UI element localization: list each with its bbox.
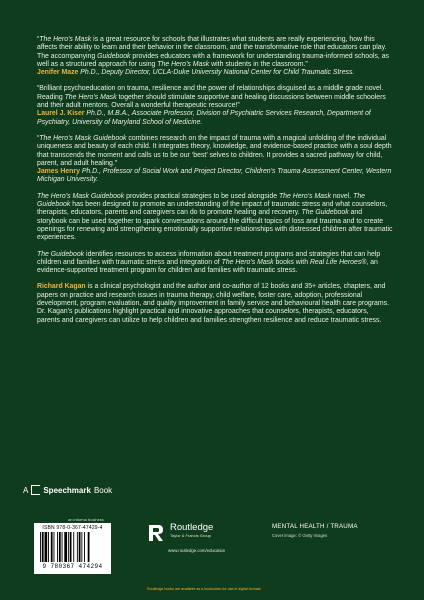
italic-title: The Hero’s Mask [39,36,92,43]
endorser-name: James Henry [37,168,80,176]
speechmark-logo-icon [31,485,40,495]
italic-title: The Guidebook [301,209,349,217]
text-segment: , an evidence-supported treatment program for children and families with traumatic stress. [37,258,378,275]
informa-tagline: an informa business [68,517,104,522]
subject-category: MENTAL HEALTH / TRAUMA [272,523,358,530]
endorser-credentials: Ph.D., Deputy Director, UCLA-Duke University National Center for Child Traumatic Stress. [78,69,355,77]
italic-title: The Hero’s Mask [64,93,117,101]
imprint-prefix: A [23,485,29,495]
text-segment: with students in the classroom.” [209,60,308,68]
quote-attribution [37,168,393,185]
text-segment: and storybook can be used together to spark conversations around the difficult topics of loss and trauma and to create openings for renewing and strengthening emotionally supportive relationships with distressed children after traumatic experiences. [37,209,393,242]
italic-title: Real Life Heroes® [309,258,367,266]
text-segment: “ [37,134,40,142]
routledge-url: www.routledge.com/education [168,548,226,553]
author-bio [37,283,393,324]
text-segment: has been designed to promote an understanding of the impact of traumatic stress and what counselors, therapists, educators, parents and caregivers can do to promote healing and recovery. [37,201,388,217]
endorsement-quote [37,135,393,185]
barcode-bars-icon [40,532,105,562]
text-segment: together should stimulate supportive and healing discussions between middle schoolers and their adult mentors. Overall a wonderful therapeutic resource!” [37,93,386,110]
routledge-logo [147,523,213,543]
endorsement-quote [37,85,393,126]
quote-attribution [37,110,393,127]
italic-title: The Guidebook [37,192,365,209]
imprint-name: Speechmark [43,485,91,495]
ebook-note: Routledge books are available as e-books/also for use in digital formats [147,587,261,591]
author-bio-text: is a clinical psychologist and the author and co-author of 12 books and 35+ articles, chapters, and papers on practice and research issues in trauma therapy, child welfare, foster care, adoption, professional development, program evaluation, and quality improvement in family service and behavioural health care programs. Dr. Kagan’s publications highlight practical and innovative approaches that counselors, therapists, educators, parents and caregivers can utilize to help children and families strengthen resilience and reduce traumatic stress. [37,283,389,324]
endorser-credentials: Ph.D., Professor of Social Work and Project Director, Children’s Trauma Assessment Center, Western Michigan University. [37,168,392,184]
text-segment: provides educators with a framework for understanding trauma-informed schools, as well as a structured approach for using [37,52,390,68]
cover-footer [0,480,424,600]
endorsement-quote [37,36,393,77]
italic-title: The Hero’s Mask Guidebook [37,192,125,200]
routledge-group: Taylor & Francis Group [170,533,211,538]
description-paragraph [37,193,393,243]
endorsements [37,36,393,185]
text-segment: identifies resources to access information about treatment programs and strategies that can help children and families with traumatic stress and integration of [37,250,381,266]
isbn-number: ISBN 978-0-367-47429-4 [42,525,103,531]
text-segment: provides practical strategies to be used alongside [124,192,279,200]
italic-title: The Hero’s Mask [278,192,331,200]
barcode-digits: 9 780367 474294 [42,563,103,570]
routledge-name: Routledge [170,522,214,533]
quote-attribution [37,69,393,77]
imprint-suffix: Book [93,485,113,495]
back-cover-text [37,36,393,333]
italic-title: The Hero’s Mask [157,60,210,68]
italic-title: The Guidebook [37,250,85,258]
text-segment: is a great resource for schools that illustrates what students are really experiencing, how this affects their ability to learn and their behavior in the classroom, and the transformative role that educators can play. The accompanying [37,36,387,60]
author-name: Richard Kagan [37,283,86,291]
quote-text [37,36,393,69]
endorser-name: Laurel J. Kiser [37,110,85,118]
routledge-mark-icon [147,523,165,543]
quote-text [37,85,393,110]
quote-text [37,135,393,168]
endorser-name: Jenifer Maze [37,69,79,77]
text-segment: “Brilliant psychoeducation on trauma, resilience and the power of relationships disguised as a middle grade novel. Reading [37,85,384,101]
text-segment: novel. [330,192,354,200]
text-segment: combines research on the impact of trauma with a magical unfolding of the individual uniqueness and beauty of each child. It integrates theory, knowledge, and evidence-based practice with a soul depth that transcends the moment and calls us to be our ‘best’ selves to children. It provides a sacred pathway for child, parent, and adult healing.” [37,134,392,167]
publisher-imprint [23,485,112,495]
text-segment: “ [37,36,40,43]
italic-title: The Hero’s Mask Guidebook [39,134,127,142]
cover-image-credit: Cover image: © Getty Images [272,533,328,538]
isbn-barcode [34,523,111,574]
description-paragraph [37,251,393,276]
italic-title: Guidebook [97,52,131,60]
endorser-credentials: Ph.D., M.B.A., Associate Professor, Division of Psychiatric Services Research, Department of Psychiatry, University of Maryland School of Medicine. [37,110,371,126]
text-segment: books with [273,258,310,266]
italic-title: The Hero’s Mask [221,258,274,266]
book-description [37,193,393,276]
